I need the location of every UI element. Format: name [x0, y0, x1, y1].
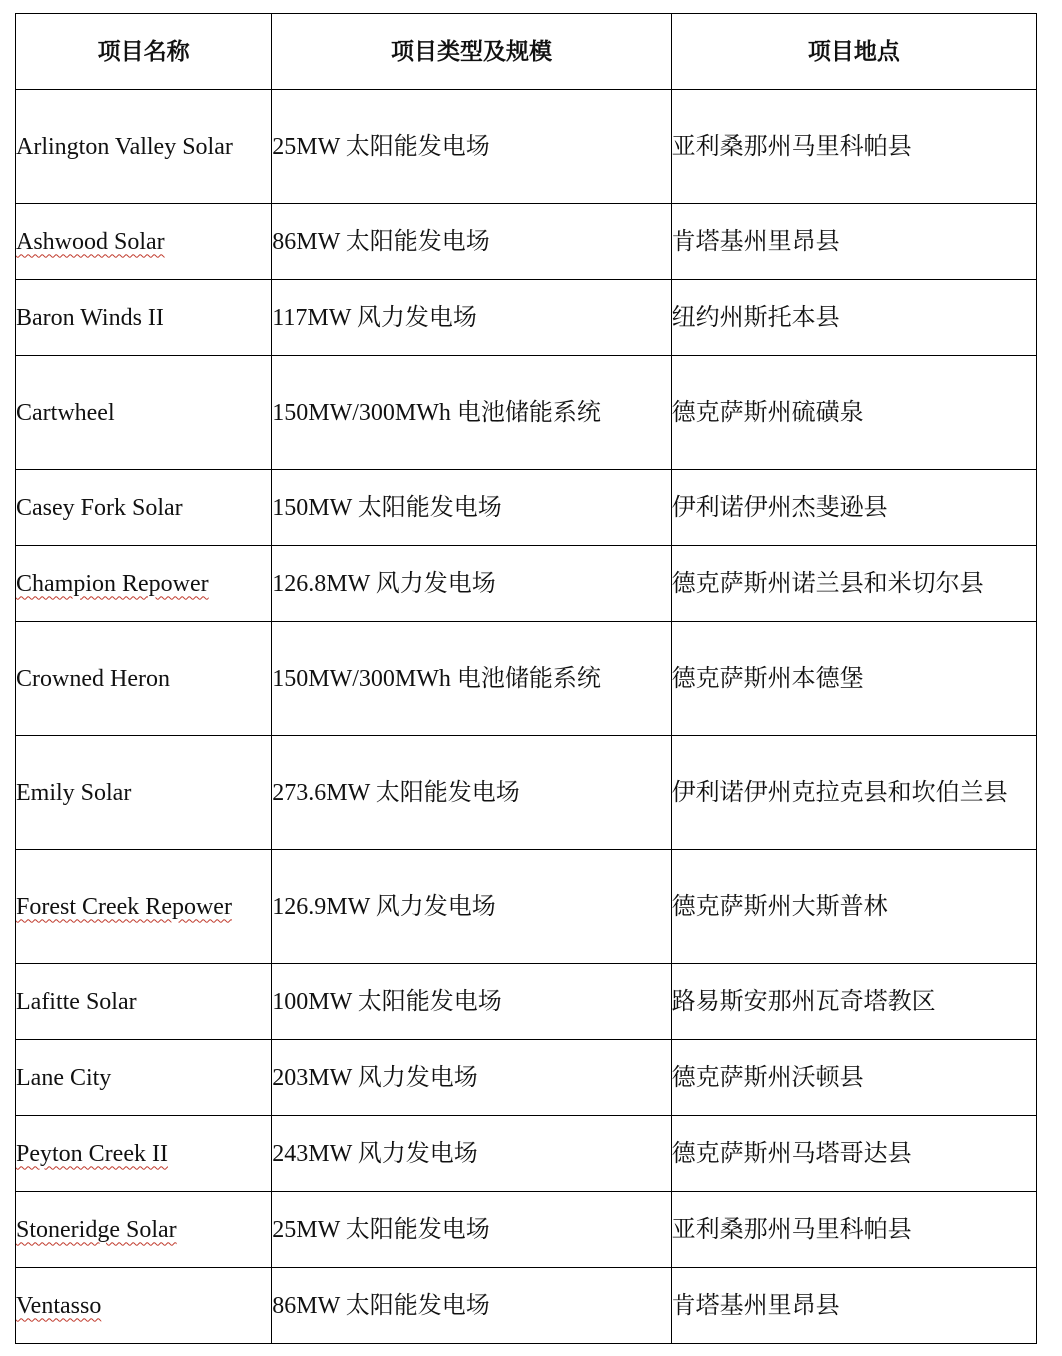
project-location-cell: 德克萨斯州大斯普林: [671, 850, 1036, 964]
project-name-cell: [16, 850, 272, 964]
project-location-cell: 亚利桑那州马里科帕县: [671, 1192, 1036, 1268]
table-row: [16, 736, 1037, 850]
project-name-text: Champion Repower: [16, 570, 209, 597]
table-row: [16, 470, 1037, 546]
project-name-text: Ashwood Solar: [16, 228, 165, 255]
table-row: [16, 850, 1037, 964]
project-name-cell: [16, 1116, 272, 1192]
project-type-cell: 150MW 太阳能发电场: [272, 470, 671, 546]
project-name-text: Forest Creek Repower: [16, 893, 232, 920]
table-row: [16, 356, 1037, 470]
project-name-text: Stoneridge Solar: [16, 1216, 177, 1243]
project-location-cell: 路易斯安那州瓦奇塔教区: [671, 964, 1036, 1040]
table-header-row: [16, 14, 1037, 90]
project-type-cell: 100MW 太阳能发电场: [272, 964, 671, 1040]
project-type-cell: 150MW/300MWh 电池储能系统: [272, 622, 671, 736]
header-project-name: 项目名称: [16, 14, 272, 90]
project-location-cell: 纽约州斯托本县: [671, 280, 1036, 356]
project-location-cell: 肯塔基州里昂县: [671, 1268, 1036, 1344]
table-row: [16, 204, 1037, 280]
project-type-cell: 150MW/300MWh 电池储能系统: [272, 356, 671, 470]
project-location-cell: 肯塔基州里昂县: [671, 204, 1036, 280]
project-name-cell: Baron Winds II: [16, 280, 272, 356]
project-type-cell: 203MW 风力发电场: [272, 1040, 671, 1116]
project-type-cell: 117MW 风力发电场: [272, 280, 671, 356]
project-type-cell: 25MW 太阳能发电场: [272, 1192, 671, 1268]
project-location-cell: 德克萨斯州马塔哥达县: [671, 1116, 1036, 1192]
project-location-cell: 德克萨斯州沃顿县: [671, 1040, 1036, 1116]
table-row: [16, 1268, 1037, 1344]
header-project-type: 项目类型及规模: [272, 14, 671, 90]
project-name-cell: [16, 204, 272, 280]
project-type-cell: 25MW 太阳能发电场: [272, 90, 671, 204]
projects-table: [15, 13, 1037, 1344]
table-row: [16, 546, 1037, 622]
project-name-text: Ventasso: [16, 1292, 102, 1319]
project-location-cell: 德克萨斯州诺兰县和米切尔县: [671, 546, 1036, 622]
project-type-cell: 273.6MW 太阳能发电场: [272, 736, 671, 850]
project-name-cell: Crowned Heron: [16, 622, 272, 736]
project-type-cell: 86MW 太阳能发电场: [272, 204, 671, 280]
table-row: [16, 280, 1037, 356]
project-name-cell: [16, 546, 272, 622]
project-type-cell: 126.8MW 风力发电场: [272, 546, 671, 622]
project-type-cell: 126.9MW 风力发电场: [272, 850, 671, 964]
project-location-cell: 亚利桑那州马里科帕县: [671, 90, 1036, 204]
table-row: [16, 1116, 1037, 1192]
project-location-cell: 伊利诺伊州杰斐逊县: [671, 470, 1036, 546]
project-name-text: Peyton Creek II: [16, 1140, 168, 1167]
project-location-cell: 德克萨斯州本德堡: [671, 622, 1036, 736]
project-location-cell: 德克萨斯州硫磺泉: [671, 356, 1036, 470]
project-name-cell: Lane City: [16, 1040, 272, 1116]
table-row: [16, 622, 1037, 736]
project-name-cell: Cartwheel: [16, 356, 272, 470]
project-name-cell: [16, 1192, 272, 1268]
project-name-cell: Lafitte Solar: [16, 964, 272, 1040]
project-name-cell: [16, 1268, 272, 1344]
project-name-cell: Arlington Valley Solar: [16, 90, 272, 204]
table-row: [16, 1192, 1037, 1268]
project-location-cell: 伊利诺伊州克拉克县和坎伯兰县: [671, 736, 1036, 850]
project-name-cell: Emily Solar: [16, 736, 272, 850]
header-project-location: 项目地点: [671, 14, 1036, 90]
table-row: [16, 1040, 1037, 1116]
table-row: [16, 964, 1037, 1040]
project-type-cell: 86MW 太阳能发电场: [272, 1268, 671, 1344]
project-name-cell: Casey Fork Solar: [16, 470, 272, 546]
table-row: [16, 90, 1037, 204]
project-type-cell: 243MW 风力发电场: [272, 1116, 671, 1192]
